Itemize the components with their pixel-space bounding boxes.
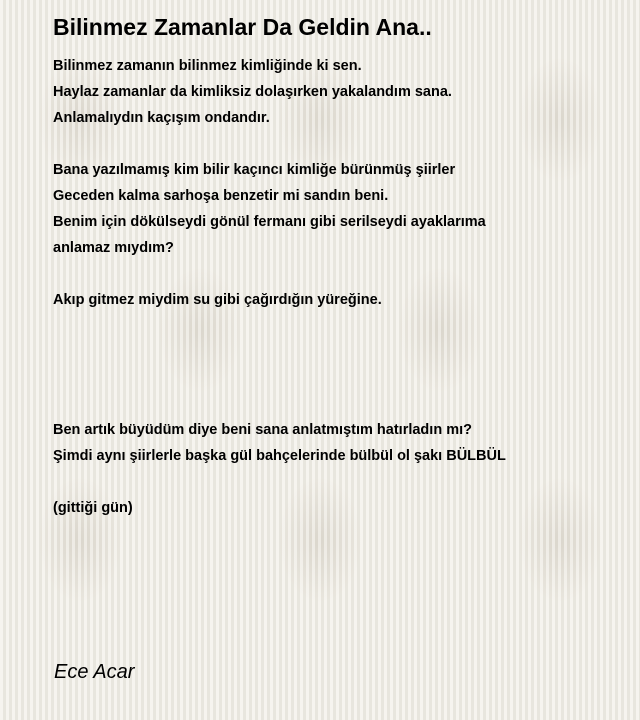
stanza-break bbox=[53, 391, 623, 417]
poem-title: Bilinmez Zamanlar Da Geldin Ana.. bbox=[53, 14, 432, 40]
stanza-break bbox=[53, 131, 623, 157]
poem-line: anlamaz mıydım? bbox=[53, 240, 174, 256]
stanza-break bbox=[53, 339, 623, 365]
poem-body bbox=[53, 53, 623, 521]
poem-line: (gittiği gün) bbox=[53, 500, 133, 516]
poem-line: Bana yazılmamış kim bilir kaçıncı kimliğe bürünmüş şiirler bbox=[53, 162, 456, 178]
poem-line: Şimdi aynı şiirlerle başka gül bahçelerinde bülbül ol şakı BÜLBÜL bbox=[53, 448, 506, 464]
poem-line: Geceden kalma sarhoşa benzetir mi sandın beni. bbox=[53, 188, 389, 204]
stanza-break bbox=[53, 469, 623, 495]
poem-author: Ece Acar bbox=[54, 661, 135, 683]
poem-line: Haylaz zamanlar da kimliksiz dolaşırken yakalandım sana. bbox=[53, 84, 452, 100]
stanza-break bbox=[53, 365, 623, 391]
stanza-break bbox=[53, 313, 623, 339]
poem-line: Bilinmez zamanın bilinmez kimliğinde ki sen. bbox=[53, 58, 362, 74]
stanza-break bbox=[53, 261, 623, 287]
poem-line: Ben artık büyüdüm diye beni sana anlatmıştım hatırladın mı? bbox=[53, 422, 472, 438]
poem-line: Anlamalıydın kaçışım ondandır. bbox=[53, 110, 270, 126]
poem-line: Benim için dökülseydi gönül fermanı gibi serilseydi ayaklarıma bbox=[53, 214, 486, 230]
poem-line: Akıp gitmez miydim su gibi çağırdığın yüreğine. bbox=[53, 292, 382, 308]
